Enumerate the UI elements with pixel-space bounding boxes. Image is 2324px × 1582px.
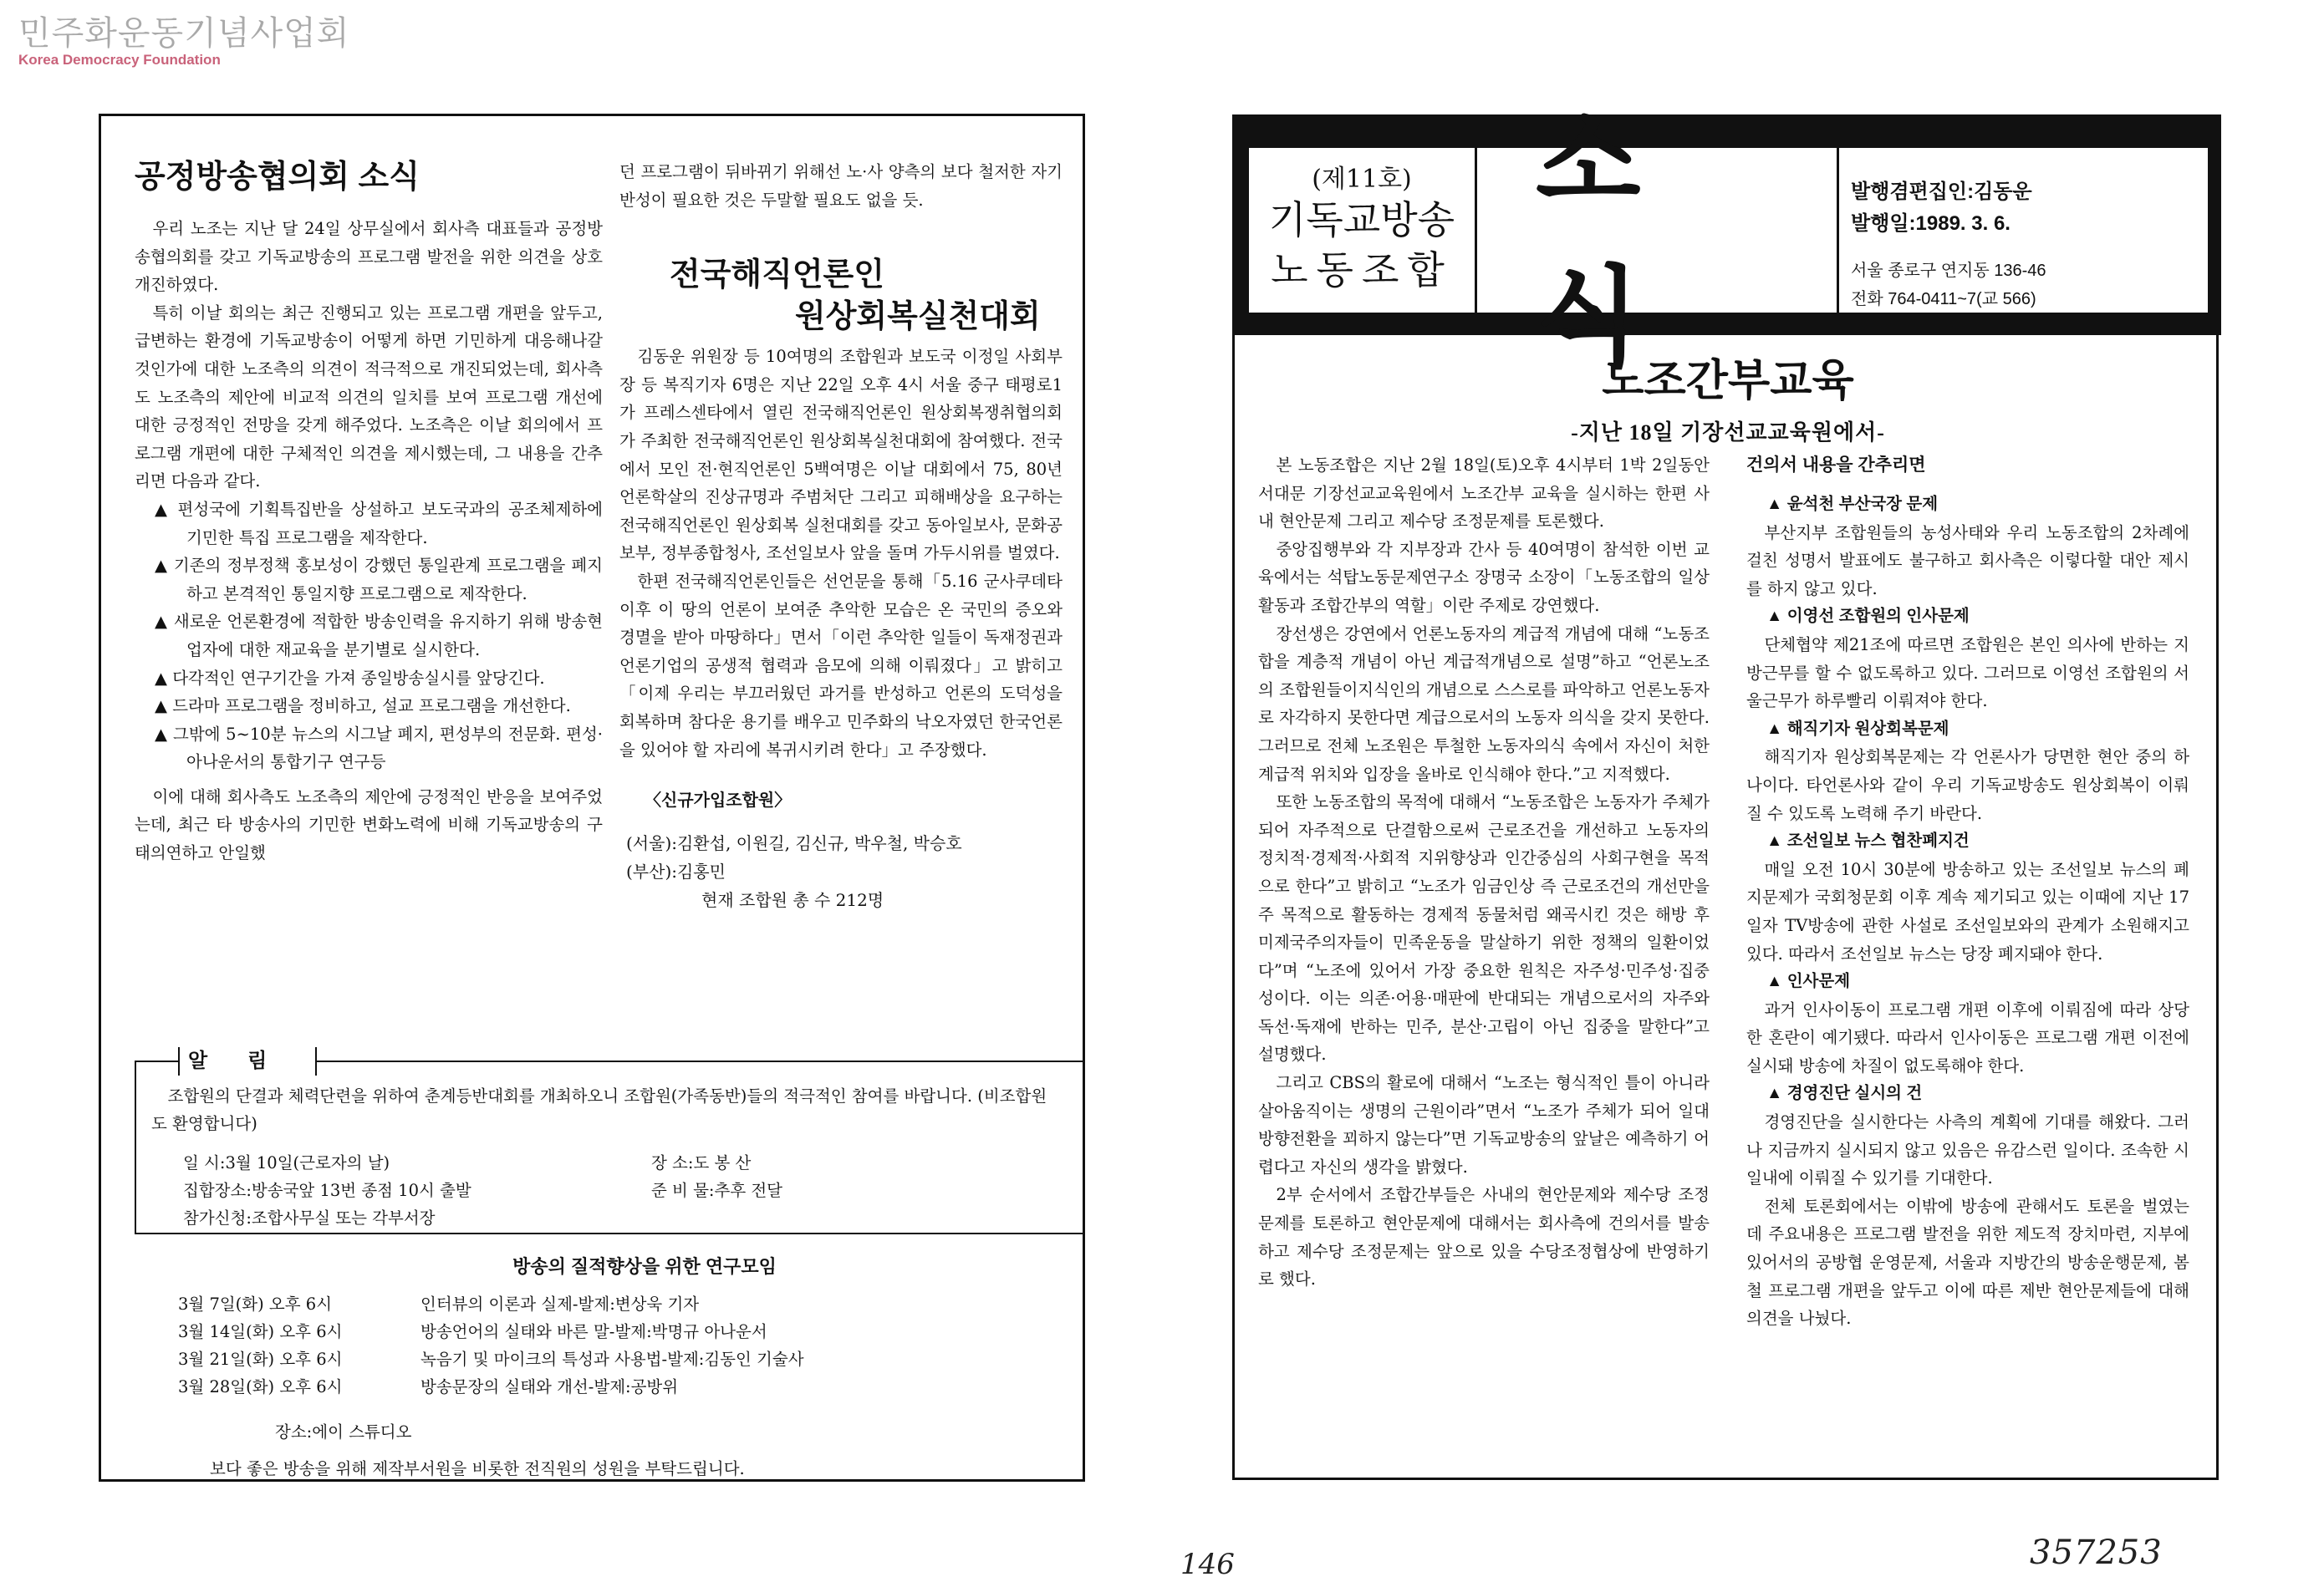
left-column-2 bbox=[619, 158, 1063, 914]
article-paragraph: 또한 노동조합의 목적에 대해서 “노동조합은 노동자가 주체가 되어 자주적으로 단결함으로써 근로조건을 개선하고 노동자의 정치적·경제적·사회적 지위향상과 인간중심의 사회구현을 목적으로 한다”고 밝히고 “노조가 임금인상 즉 근로조건의 개선만을 주 목적으로 활동하는 경제적 동물처럼 왜곡시킨 것은 해방 후 미제국주의자들이 민족운동을 말살하기 위한 정책의 일환이었다”며 “노조에 있어서 가장 중요한 원칙은 자주성·민주성·집중성이다. 이는 의존·어용·매판에 반대되는 개념으로서의 자주와 독선·독재에 반하는 민주, 분산·고립이 아닌 집중을 말한다”고 설명했다. bbox=[1258, 792, 1710, 1065]
members-busan: (부산):김홍민 bbox=[626, 861, 726, 882]
notice-body bbox=[151, 1082, 1060, 1232]
logo-korean: 민주화운동기념사업회 bbox=[18, 14, 350, 53]
notice-row bbox=[183, 1177, 1060, 1204]
notice-details bbox=[183, 1149, 1060, 1232]
item-body: 단체협약 제21조에 따르면 조합원은 본인 의사에 반하는 지방근무를 할 수 없도록하고 있다. 그러므로 이영선 조합원의 서울근무가 하루빨리 이뤄져야 한다. bbox=[1746, 634, 2189, 711]
members-seoul: (서울):김환섭, 이원길, 김신규, 박우철, 박승호 bbox=[626, 832, 962, 853]
subheadline: -지난 18일 기장선교교육원에서- bbox=[1571, 420, 1885, 445]
session-topic: 방송문장의 실태와 개선-발제:공방위 bbox=[420, 1377, 679, 1396]
item-body: 부산지부 조합원들의 농성사태와 우리 노동조합의 2차례에 걸친 성명서 발표에도 불구하고 회사측은 이렇다할 대안 제시를 하지 않고 있다. bbox=[1746, 522, 2189, 598]
address: 서울 종로구 연지동 136-46 bbox=[1851, 262, 2046, 280]
publish-date: 발행일:1989. 3. 6. bbox=[1851, 212, 2011, 235]
item-body: 경영진단을 실시한다는 사측의 계획에 기대를 해왔다. 그러나 지금까지 실시되지 않고 있음은 유감스런 일이다. 조속한 시일내에 이뤄질 수 있기를 기대한다. bbox=[1746, 1112, 2189, 1188]
article-paragraph: 장선생은 강연에서 언론노동자의 계급적 개념에 대해 “노동조합을 계층적 개념이 아닌 계급적개념으로 설명”하고 “언론노조의 조합원들이지식인의 개념으로 스스로를 파악하고 언론노동자로 자각하지 못한다면 계급으로서의 노동자 의식을 갖지 못한다. 그러므로 전체 노조원은 투철한 노동자의식 속에서 자신이 처한 계급적 위치와 입장을 올바로 인식해야 한다.”고 지적했다. bbox=[1258, 623, 1710, 784]
study-session bbox=[178, 1318, 1054, 1345]
item-body: 해직기자 원상회복문제는 각 언론사가 당면한 현안 중의 하나이다. 타언론사와 같이 우리 기독교방송도 원상회복이 이뤄질 수 있도록 노력해 주기 바란다. bbox=[1746, 747, 2189, 823]
article-paragraph: 본 노동조합은 지난 2월 18일(토)오후 4시부터 1박 2일동안 서대문 기장선교교육원에서 노조간부 교육을 실시하는 한편 사내 현안문제 그리고 제수당 조정문제를 토론했다. bbox=[1258, 455, 1710, 532]
notice-tab: 알림 bbox=[178, 1047, 317, 1076]
notice-row bbox=[183, 1149, 1060, 1177]
phone: 전화 764-0411~7(교 566) bbox=[1851, 290, 2036, 308]
masthead-org bbox=[1249, 148, 1477, 313]
item-heading: ▲ 조선일보 뉴스 협찬폐지건 bbox=[1766, 832, 1970, 851]
foundation-logo bbox=[18, 15, 349, 69]
new-members-list bbox=[626, 829, 1063, 914]
notice-row bbox=[183, 1204, 1060, 1232]
newsletter-title: 소식 bbox=[1536, 96, 1700, 381]
article-paragraph: 중앙집행부와 각 지부장과 간사 등 40여명이 참석한 이번 교육에서는 석탑노동문제연구소 장명국 소장이「노동조합의 일상활동과 조합간부의 역할」이란 주제로 강연했다. bbox=[1258, 539, 1710, 615]
notice-preparations: 준 비 물:추후 전달 bbox=[651, 1181, 783, 1200]
item-body: 매일 오전 10시 30분에 방송하고 있는 조선일보 뉴스의 폐지문제가 국회청문회 이후 계속 제기되고 있는 이때에 지난 17일자 TV방송에 관한 사설로 조선일보와의 관계가 소원해지고 있다. 따라서 조선일보 뉴스는 당장 폐지돼야 한다. bbox=[1746, 859, 2189, 964]
summary-heading: 건의서 내용을 간추리면 bbox=[1746, 455, 1926, 475]
article-paragraph-continued: 던 프로그램이 뒤바뀌기 위해선 노·사 양측의 보다 철저한 자기반성이 필요한 것은 두말할 필요도 없을 듯. bbox=[619, 162, 1063, 210]
article-title-fair-broadcasting: 공정방송협의회 소식 bbox=[135, 160, 420, 195]
members-total: 현재 조합원 총 수 212명 bbox=[701, 889, 884, 910]
article-paragraph: 우리 노조는 지난 달 24일 상무실에서 회사측 대표들과 공정방송협의회를 갖고 기독교방송의 프로그램 발전을 위한 의견을 상호 개진하였다. bbox=[135, 219, 603, 295]
item-body: 과거 인사이동이 프로그램 개편 이후에 이뤄짐에 따라 상당한 혼란이 예기됐다. 따라서 인사이동은 프로그램 개편 이전에 실시돼 방송에 차질이 없도록해야 한다. bbox=[1746, 1000, 2189, 1076]
right-page bbox=[1232, 96, 2219, 1480]
handwritten-archive-number: 357253 bbox=[2030, 1534, 2163, 1572]
publisher: 발행겸편집인:김동운 bbox=[1851, 181, 2032, 203]
notice-meeting-point: 집합장소:방송국앞 13번 종점 10시 출발 bbox=[183, 1181, 471, 1200]
study-session bbox=[178, 1290, 1054, 1318]
org-name-line1: 기독교방송 bbox=[1268, 198, 1455, 242]
new-members-title: 〈신규가입조합원〉 bbox=[645, 791, 792, 811]
article-paragraph: 이에 대해 회사측도 노조측의 제안에 긍정적인 반응을 보여주었는데, 최근 타 방송사의 기민한 변화노력에 비해 기독교방송의 구태의연하고 안일했 bbox=[135, 786, 603, 863]
bullet-item: ▲ 그밖에 5∼10분 뉴스의 시그날 폐지, 편성부의 전문화. 편성·아나운서의 통합기구 연구등 bbox=[155, 724, 603, 772]
article-paragraph: 김동운 위원장 등 10여명의 조합원과 보도국 이정일 사회부장 등 복직기자 6명은 지난 22일 오후 4시 서울 중구 태평로1가 프레스센타에서 열린 전국해직언론인 원상회복쟁취협의회가 주최한 전국해직언론인 원상회복실천대회에 참여했다. 전국에서 모인 전·현직언론인 5백여명은 이날 대회에서 75, 80년 언론학살의 진상규명과 주범처단 그리고 피해배상을 요구하는 전국해직언론인 원상회복 실천대회를 갖고 동아일보사, 문화공보부, 정부종합청사, 조선일보사 앞을 돌며 가두시위를 벌였다. bbox=[619, 347, 1063, 563]
item-heading: ▲ 이영선 조합원의 인사문제 bbox=[1766, 607, 1970, 626]
bullet-item: ▲ 기존의 정부정책 홍보성이 강했던 통일관계 프로그램을 폐지하고 본격적인 통일지향 프로그램으로 제작한다. bbox=[155, 556, 603, 603]
bullet-item: ▲ 다각적인 연구기간을 가져 종일방송실시를 앞당긴다. bbox=[155, 668, 545, 688]
session-time: 3월 14일(화) 오후 6시 bbox=[178, 1322, 343, 1341]
headline: 노조간부교육 bbox=[1602, 357, 1854, 405]
masthead-title-box bbox=[1477, 96, 1839, 381]
item-heading: ▲ 경영진단 실시의 건 bbox=[1766, 1084, 1923, 1103]
notice-date: 일 시:3월 10일(근로자의 날) bbox=[183, 1153, 390, 1173]
session-time: 3월 21일(화) 오후 6시 bbox=[178, 1350, 343, 1369]
study-session bbox=[178, 1345, 1054, 1373]
closing-paragraph: 전체 토론회에서는 이밖에 방송에 관해서도 토론을 벌였는 데 주요내용은 프로그램 발전을 위한 제도적 장치마련, 지부에 있어서의 공방협 운영문제, 서울과 지방간의 방송운행문제, 봄철 프로그램 개편을 앞두고 이에 따른 제반 현안문제들에 대해 의견을 나눴다. bbox=[1746, 1196, 2189, 1329]
handwritten-page-number: 146 bbox=[1180, 1548, 1235, 1581]
item-heading: ▲ 인사문제 bbox=[1766, 972, 1851, 991]
session-time: 3월 7일(화) 오후 6시 bbox=[178, 1295, 333, 1314]
session-time: 3월 28일(화) 오후 6시 bbox=[178, 1377, 343, 1396]
session-topic: 방송언어의 실태와 바른 말-발제:박명규 아나운서 bbox=[420, 1322, 767, 1341]
session-topic: 인터뷰의 이론과 실제-발제:변상욱 기자 bbox=[420, 1295, 700, 1314]
study-meeting bbox=[135, 1253, 1054, 1479]
article-paragraph: 그리고 CBS의 활로에 대해서 “노조는 형식적인 틀이 아니라 살아움직이는 생명의 근원이라”면서 “노조가 주체가 되어 일대 방향전환을 꾀하지 않는다”면 기독교방송의 앞날은 예측하기 어렵다고 자신의 생각을 밝혔다. bbox=[1258, 1073, 1710, 1177]
issue-number: (제11호) bbox=[1312, 165, 1412, 194]
item-heading: ▲ 윤석천 부산국장 문제 bbox=[1766, 495, 1939, 513]
study-meeting-closing: 보다 좋은 방송을 위해 제작부서원을 비롯한 전직원의 성원을 부탁드립니다. bbox=[210, 1459, 745, 1478]
article-paragraph: 특히 이날 회의는 최근 진행되고 있는 프로그램 개편을 앞두고, 급변하는 환경에 기독교방송이 어떻게 하면 기민하게 대응해나갈 것인가에 대한 노조측의 의견이 적극적으로 개진되었는데, 회사측도 노조측의 제안에 비교적 의견의 일치를 보여 프로그램 개선에 대한 긍정적인 전망을 갖게 해주었다. 노조측은 이날 회의에서 프로그램 개편에 대한 구체적인 의견을 제시했는데, 그 내용을 간추리면 다음과 같다. bbox=[135, 303, 603, 491]
right-column-1 bbox=[1258, 451, 1710, 1294]
notice-box bbox=[135, 1050, 1085, 1234]
article-title-line2: 원상회복실천대회 bbox=[795, 299, 1041, 335]
left-column-1 bbox=[135, 158, 603, 867]
article-title-line1: 전국해직언론인 bbox=[670, 257, 884, 293]
article-paragraph: 한편 전국해직언론인들은 선언문을 통해「5.16 군사쿠데타 이후 이 땅의 언론이 보여준 추악한 모습은 온 국민의 증오와 경멸을 받아 마땅하다」면서「이런 추악한 일들이 독재정권과 언론기업의 공생적 협력과 음모에 의해 이뤄졌다」고 밝히고「이제 우리는 부끄러웠던 과거를 반성하고 언론의 도덕성을 회복하며 참다운 용기를 배우고 민주화의 낙오자였던 한국언론을 있어야 할 자리에 복귀시키려 한다」고 주장했다. bbox=[619, 571, 1063, 760]
bullet-item: ▲ 편성국에 기획특집반을 상설하고 보도국과의 공조체제하에 기민한 특집 프로그램을 제작한다. bbox=[155, 499, 603, 547]
item-heading: ▲ 해직기자 원상회복문제 bbox=[1766, 719, 1949, 738]
logo-english: Korea Democracy Foundation bbox=[18, 52, 221, 68]
study-meeting-place: 장소:에이 스튜디오 bbox=[275, 1422, 412, 1442]
article-paragraph: 2부 순서에서 조합간부들은 사내의 현안문제와 제수당 조정문제를 토론하고 현안문제에 대해서는 회사측에 건의서를 발송하고 제수당 조정문제는 앞으로 있을 수당조정협상에 반영하기로 했다. bbox=[1258, 1185, 1710, 1290]
left-page bbox=[99, 114, 1085, 1482]
bullet-item: ▲ 새로운 언론환경에 적합한 방송인력을 유지하기 위해 방송현업자에 대한 재교육을 분기별로 실시한다. bbox=[155, 612, 603, 659]
study-meeting-title: 방송의 질적향상을 위한 연구모임 bbox=[512, 1256, 777, 1277]
notice-text: 조합원의 단결과 체력단련을 위하여 춘계등반대회를 개최하오니 조합원(가족동반)들의 적극적인 참여를 바랍니다. (비조합원도 환영합니다) bbox=[151, 1086, 1047, 1133]
session-topic: 녹음기 및 마이크의 특성과 사용법-발제:김동인 기술사 bbox=[420, 1350, 804, 1369]
study-session bbox=[178, 1373, 1054, 1401]
masthead-info bbox=[1839, 148, 2208, 313]
notice-place: 장 소:도 봉 산 bbox=[651, 1153, 752, 1173]
org-name-line2: 노동조합 bbox=[1271, 248, 1453, 292]
notice-apply: 참가신청:조합사무실 또는 각부서장 bbox=[183, 1208, 436, 1228]
bullet-item: ▲ 드라마 프로그램을 정비하고, 설교 프로그램을 개선한다. bbox=[155, 696, 571, 716]
right-column-2 bbox=[1746, 451, 2189, 1333]
